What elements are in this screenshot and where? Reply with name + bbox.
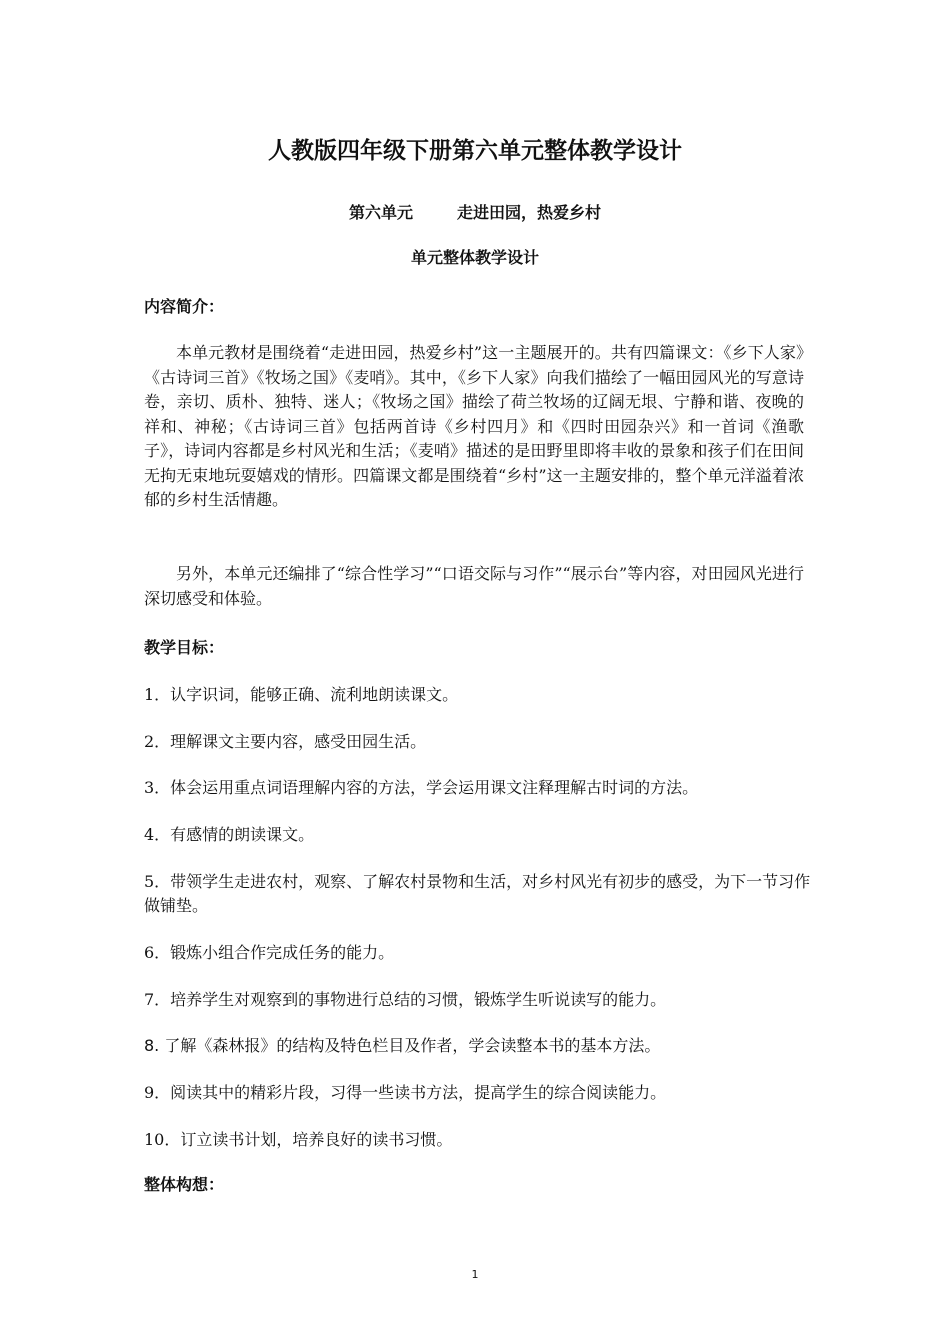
goal-item-2: 2．理解课文主要内容，感受田园生活。 bbox=[144, 732, 427, 751]
goal-item-6: 6．锻炼小组合作完成任务的能力。 bbox=[144, 943, 395, 962]
design-subtitle: 单元整体教学设计 bbox=[410, 248, 539, 267]
goal-item-8-number: 8. bbox=[144, 1036, 160, 1055]
goal-item-4: 4．有感情的朗读课文。 bbox=[144, 825, 315, 844]
goal-item-5: 5．带领学生走进农村，观察、了解农村景物和生活，对乡村风光有初步的感受，为下一节习作做铺垫。 bbox=[144, 872, 811, 915]
goal-item-8-text: 了解《森林报》的结构及特色栏目及作者，学会读整本书的基本方法。 bbox=[164, 1036, 661, 1055]
goals-heading: 教学目标： bbox=[144, 638, 225, 657]
goal-item-3: 3．体会运用重点词语理解内容的方法，学会运用课文注释理解古时词的方法。 bbox=[144, 778, 699, 797]
intro-paragraph-1: 本单元教材是围绕着“走进田园，热爱乡村”这一主题展开的。共有四篇课文：《乡下人家》《古诗词三首》《牧场之国》《麦哨》。其中，《乡下人家》向我们描绘了一幅田园风光的写意诗卷，亲切、质朴、独特、迷人；《牧场之国》描绘了荷兰牧场的辽阔无垠、宁静和谐、夜晚的祥和、神秘；《古诗词三首》包括两首诗《乡村四月》和《四时田园杂兴》和一首词《渔歌子》，诗词内容都是乡村风光和生活；《麦哨》描述的是田野里即将丰收的景象和孩子们在田间无拘无束地玩耍嬉戏的情形。四篇课文都是围绕着“乡村”这一主题安排的，整个单元洋溢着浓郁的乡村生活情趣。 bbox=[144, 343, 804, 509]
unit-subtitle bbox=[0, 202, 950, 224]
goal-item-1: 1．认字识词，能够正确、流利地朗读课文。 bbox=[144, 685, 459, 704]
unit-theme: 走进田园，热爱乡村 bbox=[457, 203, 602, 222]
document-title: 人教版四年级下册第六单元整体教学设计 bbox=[268, 138, 682, 164]
intro-heading: 内容简介： bbox=[144, 297, 225, 316]
goal-item-7: 7．培养学生对观察到的事物进行总结的习惯，锻炼学生听说读写的能力。 bbox=[144, 990, 667, 1009]
intro-paragraph-2: 另外，本单元还编排了“综合性学习”“口语交际与习作”“展示台”等内容，对田园风光进行深切感受和体验。 bbox=[144, 564, 804, 608]
page-number: 1 bbox=[471, 1268, 479, 1281]
goal-item-8 bbox=[144, 1034, 824, 1058]
goal-item-10: 10．订立读书计划，培养良好的读书习惯。 bbox=[144, 1130, 453, 1149]
goal-item-9: 9．阅读其中的精彩片段，习得一些读书方法，提高学生的综合阅读能力。 bbox=[144, 1083, 667, 1102]
unit-label: 第六单元 bbox=[348, 203, 413, 222]
concept-heading: 整体构想： bbox=[144, 1175, 225, 1194]
